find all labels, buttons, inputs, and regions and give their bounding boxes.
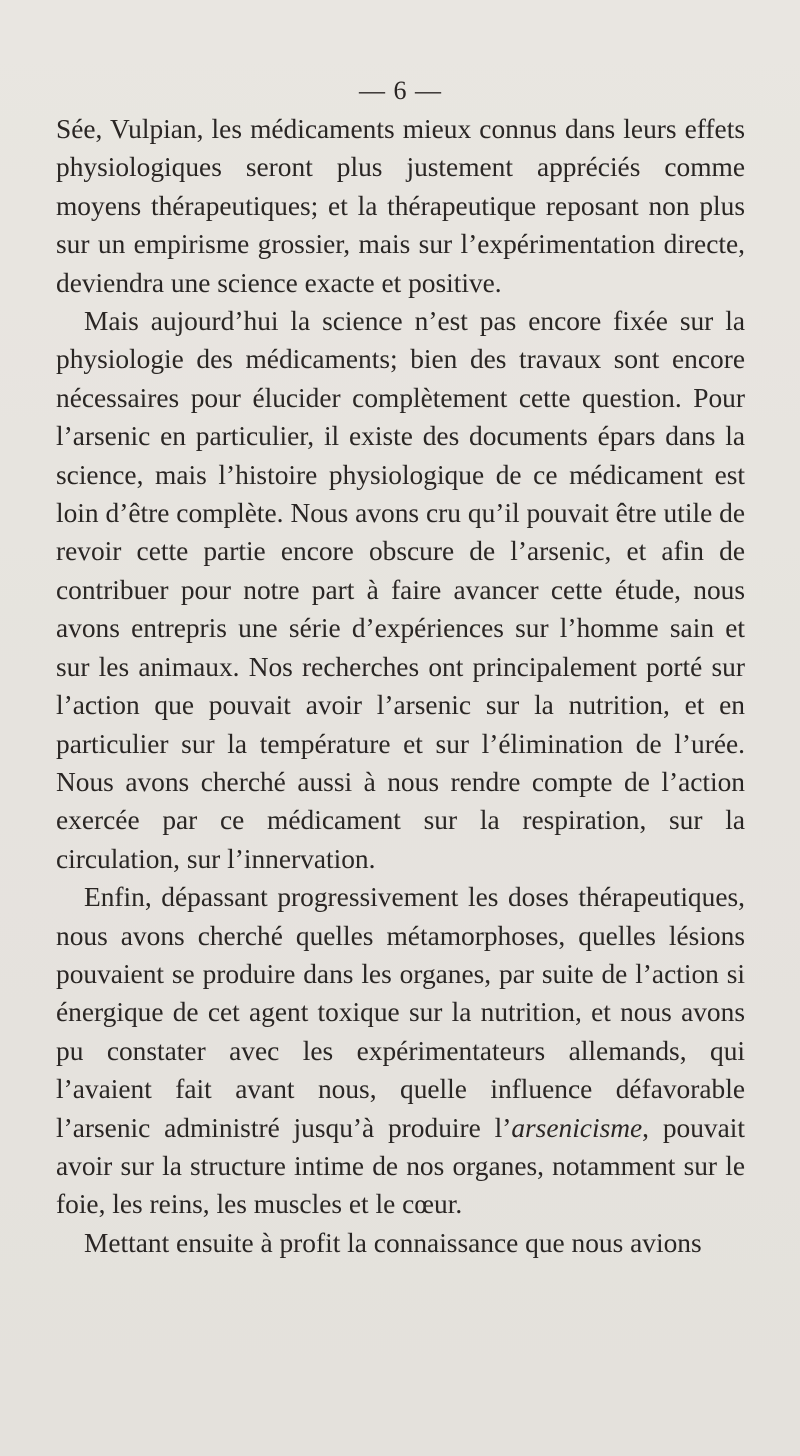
text-segment: , pouvait avoir sur la structure intime de nos organes, notamment sur le foie, les reins, les muscles et le cœur. [56,1112,745,1220]
paragraph-3 [56,878,745,1224]
paragraph-1 [56,110,745,302]
page-number: — 6 — [359,76,442,105]
text-segment: Sée, Vulpian, les médicaments mieux connus dans leurs effets physiologiques seront plus justement appréciés comme moyens thérapeutiques; et la thérapeutique reposant non plus sur un empirisme grossier, mais sur l’expérimentation directe, deviendra une science exacte et positive. [56,114,745,298]
text-segment: Mettant ensuite à profit la connaissance que nous avions [84,1227,702,1258]
paragraph-2 [56,302,745,878]
body-text [56,110,745,1262]
text-segment: Enfin, dépassant progressivement les doses thérapeutiques, nous avons cherché quelles métamorphoses, quelles lésions pouvaient se produire dans les organes, par suite de l’action si énergique de cet agent toxique sur la nutrition, et nous avons pu constater avec les expérimentateurs allemands, qui l’avaient fait avant nous, quelle influence défavorable l’arsenic administré jusqu’à produire l’ [56,882,745,1143]
text-segment: Mais aujourd’hui la science n’est pas encore fixée sur la physiologie des médicaments; bien des travaux sont encore nécessaires pour élucider complètement cette question. Pour l’arsenic en particulier, il existe des documents épars dans la science, mais l’histoire physiologique de ce médicament est loin d’être complète. Nous avons cru qu’il pouvait être utile de revoir cette partie encore obscure de l’arsenic, et afin de contribuer pour notre part à faire avancer cette étude, nous avons entrepris une série d’expériences sur l’homme sain et sur les animaux. Nos recherches ont principalement porté sur l’action que pouvait avoir l’arsenic sur la nutrition, et en particulier sur la température et sur l’élimination de l’urée. Nous avons cherché aussi à nous rendre compte de l’action exercée par ce médicament sur la respiration, sur la circulation, sur l’innervation. [56,306,745,874]
paragraph-4 [56,1224,745,1262]
italic-term-arsenicisme: arsenicisme [511,1112,643,1143]
